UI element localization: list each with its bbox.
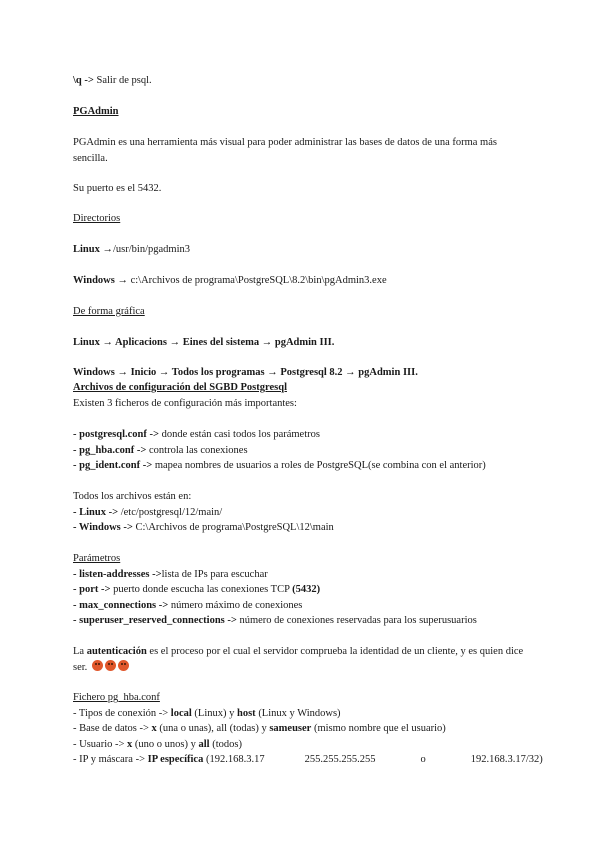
config-file-name: - postgresql.conf -> <box>73 429 159 440</box>
all-files-text: Todos los archivos están en: <box>73 491 192 502</box>
hba-user <box>73 737 242 753</box>
psql-quit-line <box>73 73 152 89</box>
hba-text: - Tipos de conexión -> <box>73 708 171 719</box>
hba-text: (todos) <box>209 739 242 750</box>
angry-face-icon <box>105 660 116 671</box>
auth-text: es el proceso por el cual el servidor comprueba la identidad de un cliente, y es quien dice ser. <box>73 646 524 673</box>
param-name: - port -> <box>73 584 111 595</box>
param-desc: número de conexiones reservadas para los superusuarios <box>236 615 477 626</box>
param-max-connections <box>73 598 302 614</box>
parameters-heading: Parámetros <box>73 553 121 564</box>
hba-database <box>73 721 446 737</box>
config-heading: Archivos de configuración del SGBD Postgresql <box>73 382 287 393</box>
hba-text: (mismo nombre que el usuario) <box>311 723 446 734</box>
location-path: /etc/postgresql/12/main/ <box>118 507 223 518</box>
hba-mask-value: 255.255.255.255 <box>304 754 376 765</box>
hba-text: (uno o unos) y <box>132 739 199 750</box>
linux-path: →/usr/bin/pgadmin3 <box>99 244 190 255</box>
linux-dir-line <box>73 242 190 258</box>
location-label: - Windows -> <box>73 522 133 533</box>
config-file-name: - pg_hba.conf -> <box>73 445 147 456</box>
hba-text: (una o unas), all (todas) y <box>156 723 270 734</box>
hba-keyword-x: x <box>127 739 133 750</box>
hba-keyword-host: host <box>237 708 256 719</box>
hba-cidr-value: 192.168.3.17/32) <box>470 754 543 765</box>
linux-label: Linux <box>73 244 100 255</box>
quit-description: Salir de psql. <box>93 75 152 86</box>
hba-keyword-x: x <box>151 723 157 734</box>
hba-heading: Fichero pg_hba.conf <box>73 692 160 703</box>
port-text: Su puerto es el 5432. <box>73 183 162 194</box>
config-file-hba <box>73 443 248 459</box>
param-port-value: (5432) <box>292 584 321 595</box>
param-name: - superuser_reserved_connections -> <box>73 615 237 626</box>
config-file-desc: controla las conexiones <box>146 445 248 456</box>
hba-keyword-all: all <box>198 739 210 750</box>
param-desc: puerto donde escucha las conexiones TCP <box>110 584 293 595</box>
config-intro: Existen 3 ficheros de configuración más importantes: <box>73 398 297 409</box>
hba-text: - Usuario -> <box>73 739 128 750</box>
hba-text: - Base de datos -> <box>73 723 152 734</box>
param-desc: número máximo de conexiones <box>168 600 303 611</box>
hba-text: (Linux) y <box>191 708 237 719</box>
param-desc: lista de IPs para escuchar <box>161 569 268 580</box>
hba-ip-mask <box>73 752 543 768</box>
param-name: - max_connections -> <box>73 600 169 611</box>
directories-heading: Directorios <box>73 213 121 224</box>
auth-prefix: La <box>73 646 87 657</box>
windows-label: Windows <box>73 275 115 286</box>
location-label: - Linux -> <box>73 507 119 518</box>
config-file-desc: donde están casi todos los parámetros <box>159 429 320 440</box>
auth-keyword: autenticación <box>86 646 147 657</box>
param-name: - listen-addresses -> <box>73 569 162 580</box>
hba-ip-value: (192.168.3.17 <box>203 754 265 765</box>
config-file-ident <box>73 458 486 474</box>
location-path: C:\Archivos de programa\PostgreSQL\12\main <box>132 522 334 533</box>
param-superuser-reserved <box>73 613 477 629</box>
param-port <box>73 582 320 598</box>
angry-face-icon <box>92 660 103 671</box>
hba-keyword-local: local <box>170 708 192 719</box>
config-file-postgresql <box>73 427 320 443</box>
quit-command: \q -> <box>73 75 94 86</box>
windows-path: → c:\Archivos de programa\PostgreSQL\8.2\bin\pgAdmin3.exe <box>114 275 387 286</box>
location-linux <box>73 505 222 521</box>
hba-text: (Linux y Windows) <box>255 708 341 719</box>
graphic-windows-line: Windows → Inicio → Todos los programas → Postgresql 8.2 → pgAdmin III. <box>73 367 418 378</box>
param-listen-addresses <box>73 567 268 583</box>
hba-keyword-sameuser: sameuser <box>269 723 312 734</box>
windows-dir-line <box>73 273 387 289</box>
hba-or: o <box>420 754 426 765</box>
config-file-desc: mapea nombres de usuarios a roles de PostgreSQL(se combina con el anterior) <box>152 460 486 471</box>
graphic-linux-line: Linux → Aplicacions → Eines del sistema → pgAdmin III. <box>73 337 335 348</box>
pgadmin-heading: PGAdmin <box>73 106 119 117</box>
graphic-heading: De forma gráfica <box>73 306 145 317</box>
hba-connection-types <box>73 706 341 722</box>
config-file-name: - pg_ident.conf -> <box>73 460 153 471</box>
hba-keyword-ip: IP específica <box>147 754 204 765</box>
pgadmin-description: PGAdmin es una herramienta más visual para poder administrar las bases de datos de una forma más sencilla. <box>73 137 497 164</box>
angry-face-icon <box>118 660 129 671</box>
hba-text: - IP y máscara -> <box>73 754 148 765</box>
authentication-paragraph <box>73 644 528 675</box>
location-windows <box>73 520 334 536</box>
